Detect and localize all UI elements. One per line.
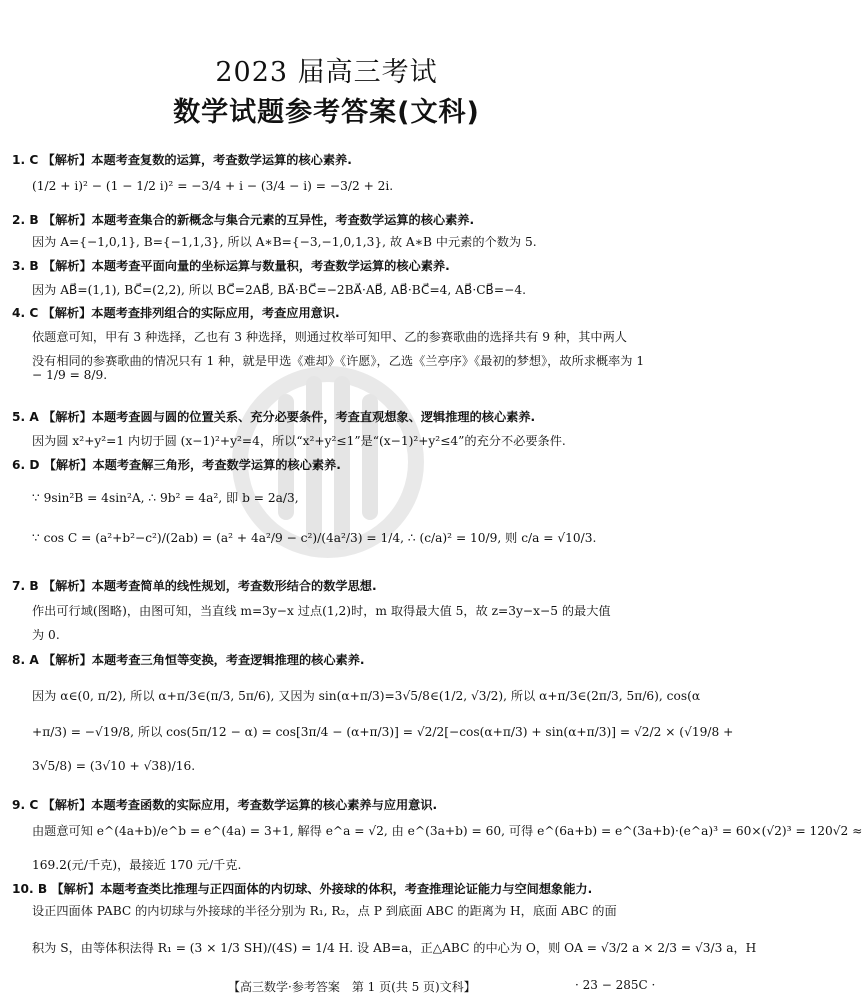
question-heading: 7. B 【解析】本题考查简单的线性规划，考查数形结合的数学思想. — [12, 579, 377, 593]
solution-line: 因为圆 x²+y²=1 内切于圆 (x−1)²+y²=4，所以“x²+y²≤1”是“(x−1)²+y²≤4”的充分不必要条件. — [32, 434, 566, 448]
solution-line: ∵ cos C = (a²+b²−c²)/(2ab) = (a² + 4a²/9 − c²)/(4a²/3) = 1/4, ∴ (c/a)² = 10/9, 则 c/a = √10/3. — [32, 531, 597, 545]
answer-key-title: 数学试题参考答案(文科) — [173, 97, 480, 128]
solution-line: 没有相同的参赛歌曲的情况只有 1 种，就是甲选《难却》《许愿》，乙选《兰亭序》《最初的梦想》，故所求概率为 1 — [32, 354, 645, 368]
solution-line: 依题意可知，甲有 3 种选择，乙也有 3 种选择，则通过枚举可知甲、乙的参赛歌曲的选择共有 9 种，其中两人 — [32, 330, 627, 344]
question-heading: 2. B 【解析】本题考查集合的新概念与集合元素的互异性，考查数学运算的核心素养. — [12, 213, 475, 227]
exam-title: 2023 届高三考试 — [215, 57, 438, 88]
solution-line: 设正四面体 PABC 的内切球与外接球的半径分别为 R₁, R₂，点 P 到底面 ABC 的距离为 H，底面 ABC 的面 — [32, 904, 617, 918]
solution-line: 因为 A={−1,0,1}, B={−1,1,3}, 所以 A∗B={−3,−1,0,1,3}, 故 A∗B 中元素的个数为 5. — [32, 235, 537, 249]
solution-line: +π/3) = −√19/8, 所以 cos(5π/12 − α) = cos[3π/4 − (α+π/3)] = √2/2[−cos(α+π/3) + sin(α+π/3)] = √2/2 × (√19/8 + — [32, 725, 734, 739]
document-code: · 23 − 285C · — [575, 978, 656, 992]
solution-line: 因为 AB⃗=(1,1), BC⃗=(2,2), 所以 BC⃗=2AB⃗, BA⃗·BC⃗=−2BA⃗·AB⃗, AB⃗·BC⃗=4, AB⃗·CB⃗=−4. — [32, 283, 526, 297]
solution-line: 作出可行域(图略)，由图可知，当直线 m=3y−x 过点(1,2)时，m 取得最大值 5，故 z=3y−x−5 的最大值 — [32, 604, 611, 618]
question-heading: 8. A 【解析】本题考查三角恒等变换，考查逻辑推理的核心素养. — [12, 653, 365, 667]
question-heading: 3. B 【解析】本题考查平面向量的坐标运算与数量积，考查数学运算的核心素养. — [12, 259, 450, 273]
question-heading: 10. B 【解析】本题考查类比推理与正四面体的内切球、外接球的体积，考查推理论证能力与空间想象能力. — [12, 882, 593, 896]
question-heading: 6. D 【解析】本题考查解三角形，考查数学运算的核心素养. — [12, 458, 341, 472]
page-footer: 【高三数学·参考答案 第 1 页(共 5 页)文科】 — [228, 980, 476, 994]
solution-line: ∵ 9sin²B = 4sin²A, ∴ 9b² = 4a², 即 b = 2a/3, — [32, 491, 299, 505]
solution-line: 积为 S，由等体积法得 R₁ = (3 × 1/3 SH)/(4S) = 1/4 H. 设 AB=a，正△ABC 的中心为 O，则 OA = √3/2 a × 2/3 = √3/3 a，H — [32, 941, 757, 955]
solution-line: 因为 α∈(0, π/2), 所以 α+π/3∈(π/3, 5π/6), 又因为 sin(α+π/3)=3√5/8∈(1/2, √3/2), 所以 α+π/3∈(2π/3, 5π/6), cos(α — [32, 689, 701, 703]
solution-line: (1/2 + i)² − (1 − 1/2 i)² = −3/4 + i − (3/4 − i) = −3/2 + 2i. — [32, 179, 394, 193]
question-heading: 1. C 【解析】本题考查复数的运算，考查数学运算的核心素养. — [12, 153, 352, 167]
solution-line: − 1/9 = 8/9. — [32, 368, 108, 382]
solution-line: 3√5/8) = (3√10 + √38)/16. — [32, 759, 196, 773]
question-heading: 9. C 【解析】本题考查函数的实际应用，考查数学运算的核心素养与应用意识. — [12, 798, 438, 812]
question-heading: 5. A 【解析】本题考查圆与圆的位置关系、充分必要条件，考查直观想象、逻辑推理的核心素养. — [12, 410, 536, 424]
solution-line: 为 0. — [32, 628, 60, 642]
solution-line: 由题意可知 e^(4a+b)/e^b = e^(4a) = 3+1, 解得 e^a = √2, 由 e^(3a+b) = 60, 可得 e^(6a+b) = e^(3a+b)·(e^a)³ = 60×(√2)³ = 120√2 ≈ — [32, 824, 862, 838]
solution-line: 169.2(元/千克)，最接近 170 元/千克. — [32, 858, 242, 872]
question-heading: 4. C 【解析】本题考查排列组合的实际应用，考查应用意识. — [12, 306, 340, 320]
